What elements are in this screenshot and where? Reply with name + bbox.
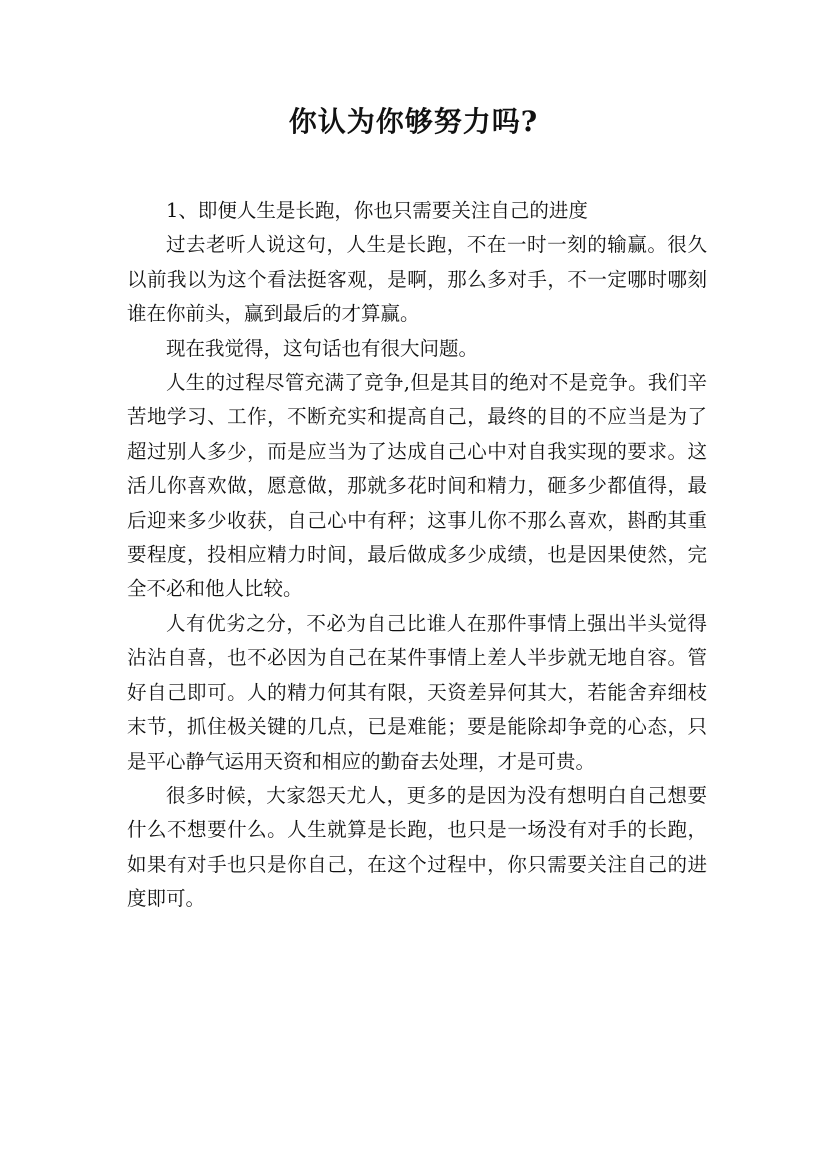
section-heading: 1、即便人生是长跑，你也只需要关注自己的进度 (166, 199, 588, 222)
paragraph: 过去老听人说这句，人生是长跑，不在一时一刻的输赢。很久以前我以为这个看法挺客观，是啊，那么多对手，不一定哪时哪刻谁在你前头，赢到最后的才算赢。 (127, 233, 707, 326)
paragraph: 很多时候，大家怨天尤人，更多的是因为没有想明白自己想要什么不想要什么。人生就算是长跑，也只是一场没有对手的长跑，如果有对手也只是你自己，在这个过程中，你只需要关注自己的进度即可。 (127, 783, 707, 911)
document-title: 你认为你够努力吗? (288, 105, 539, 138)
paragraph: 现在我觉得，这句话也有很大问题。 (166, 336, 479, 360)
document-body (127, 194, 707, 917)
paragraph: 人有优劣之分，不必为自己比谁人在那件事情上强出半头觉得沾沾自喜，也不必因为自己在某件事情上差人半步就无地自容。管好自己即可。人的精力何其有限，天资差异何其大，若能舍弃细枝末节，抓住极关键的几点，已是难能；要是能除却争竞的心态，只是平心静气运用天资和相应的勤奋去处理，才是可贵。 (127, 611, 707, 773)
paragraph: 人生的过程尽管充满了竞争,但是其目的绝对不是竞争。我们辛苦地学习、工作，不断充实和提高自己，最终的目的不应当是为了超过别人多少，而是应当为了达成自己心中对自我实现的要求。这活儿你喜欢做，愿意做，那就多花时间和精力，砸多少都值得，最后迎来多少收获，自己心中有秤；这事儿你不那么喜欢，斟酌其重要程度，投相应精力时间，最后做成多少成绩，也是因果使然，完全不必和他人比较。 (127, 371, 707, 601)
